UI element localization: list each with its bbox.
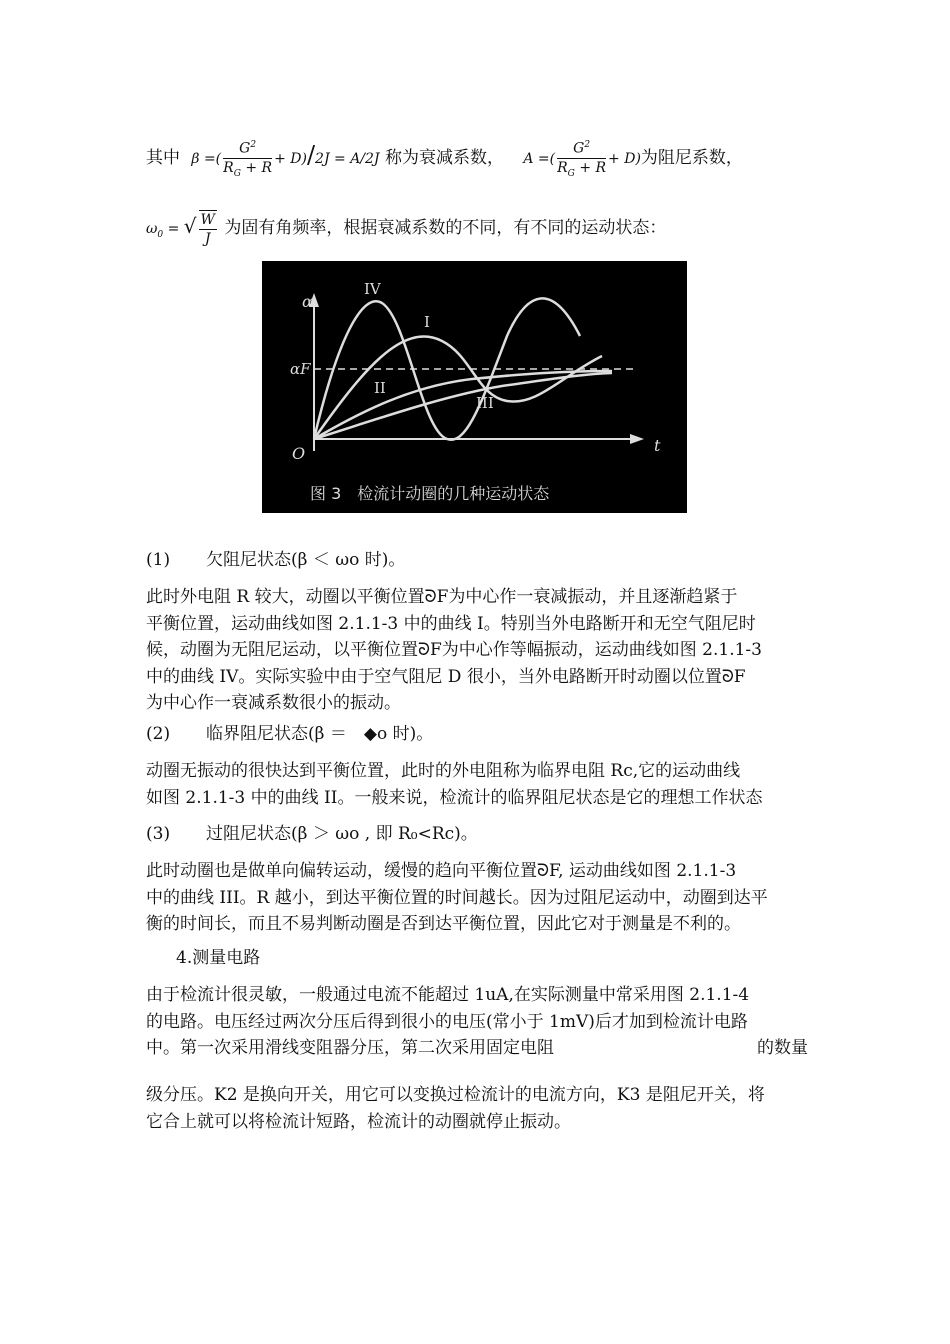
curve-label-ii: II: [374, 379, 386, 397]
x-axis-arrow: [630, 434, 644, 444]
curve-i: [314, 337, 602, 439]
section-4-line-with-gap: [146, 1035, 808, 1062]
section-1-line: 此时外电阻 R 较大，动圈以平衡位置ᘐF为中心作一衰减振动，并且逐渐趋紧于: [146, 587, 738, 607]
motion-states-chart: [262, 261, 687, 513]
section-2-line: 动圈无振动的很快达到平衡位置，此时的外电阻称为临界电阻 Rc,它的运动曲线: [146, 761, 741, 781]
beta-formula: β =( $\frac{G^2}{R_G + R}$ + D)/2J = A/2J: [191, 151, 379, 167]
section-1-header: [146, 548, 405, 572]
curve-label-i: I: [424, 313, 430, 331]
section-1-line: 平衡位置，运动曲线如图 2.1.1-3 中的曲线 I。特别当外电路断开和无空气阻尼时: [146, 613, 756, 634]
section-3-line: 衡的时间长，而且不易判断动圈是否到达平衡位置，因此它对于测量是不利的。: [146, 914, 741, 934]
section-4-heading: 4.测量电路: [176, 948, 261, 968]
section-4-line-tail: 的数量: [757, 1038, 808, 1058]
alpha-f-label: αF: [290, 360, 311, 378]
omega-formula: $\omega_0$ = √ $\frac{W}{J}$: [146, 212, 215, 247]
section-4-line: 中。第一次采用滑线变阻器分压，第二次采用固定电阻: [146, 1038, 554, 1058]
section-2-header: [146, 722, 433, 746]
beta-definition-line: [146, 136, 743, 182]
section-1-number: (1): [146, 550, 171, 570]
beta-description: 称为衰减系数，: [384, 148, 504, 169]
section-1-title: 欠阻尼状态(β ＜ ωo 时)。: [206, 550, 406, 570]
omega-definition-line: [146, 210, 666, 248]
curve-label-iv: IV: [364, 280, 381, 298]
a-formula: A =( $\frac{G^2}{R_G + R}$ + D): [523, 151, 641, 167]
a-description: 为阻尼系数，: [640, 148, 743, 169]
section-2-line: 如图 2.1.1-3 中的曲线 II。一般来说，检流计的临界阻尼状态是它的理想工作状态: [146, 787, 763, 808]
section-1-line: 为中心作一衰减系数很小的振动。: [146, 693, 401, 713]
intro-prefix: 其中: [146, 148, 180, 169]
curve-iii: [314, 373, 612, 439]
section-2-body: [146, 758, 808, 811]
omega-description: 为固有角频率，根据衰减系数的不同，有不同的运动状态：: [224, 218, 667, 238]
section-2-title: 临界阻尼状态(β ＝ ◆o 时)。: [206, 724, 434, 744]
x-axis-label: t: [654, 436, 661, 455]
section-4-line: 它合上就可以将检流计短路，检流计的动圈就停止振动。: [146, 1111, 571, 1132]
section-3-number: (3): [146, 824, 171, 844]
section-4-line: 级分压。K2 是换向开关，用它可以变换过检流计的电流方向，K3 是阻尼开关，将: [146, 1085, 765, 1105]
section-3-body: [146, 858, 808, 938]
section-3-title: 过阻尼状态(β ＞ ωo , 即 R₀<Rc)。: [206, 824, 478, 844]
curve-label-iii: III: [476, 394, 494, 412]
section-1-body: [146, 584, 808, 717]
section-4-body-continued: [146, 1082, 808, 1135]
y-axis-label: α: [302, 292, 313, 311]
section-4-line: 由于检流计很灵敏，一般通过电流不能超过 1uA,在实际测量中常采用图 2.1.1-4: [146, 985, 750, 1005]
section-3-header: [146, 822, 478, 846]
section-3-line: 此时动圈也是做单向偏转运动，缓慢的趋向平衡位置ᘐF, 运动曲线如图 2.1.1-3: [146, 861, 737, 881]
figure-caption: 图 3 检流计动圈的几种运动状态: [310, 484, 550, 503]
section-1-line: 中的曲线 IV。实际实验中由于空气阻尼 D 很小，当外电路断开时动圈以位置ᘐF: [146, 666, 746, 687]
section-4-body: [146, 982, 808, 1062]
section-2-number: (2): [146, 724, 171, 744]
section-3-line: 中的曲线 III。R 越小，到达平衡位置的时间越长。因为过阻尼运动中，动圈到达平: [146, 887, 768, 908]
section-1-line: 候，动圈为无阻尼运动，以平衡位置ᘐF为中心作等幅振动，运动曲线如图 2.1.1-3: [146, 640, 762, 660]
origin-label: O: [292, 444, 306, 463]
motion-states-figure: [262, 261, 687, 513]
section-4-line: 的电路。电压经过两次分压后得到很小的电压(常小于 1mV)后才加到检流计电路: [146, 1011, 748, 1032]
